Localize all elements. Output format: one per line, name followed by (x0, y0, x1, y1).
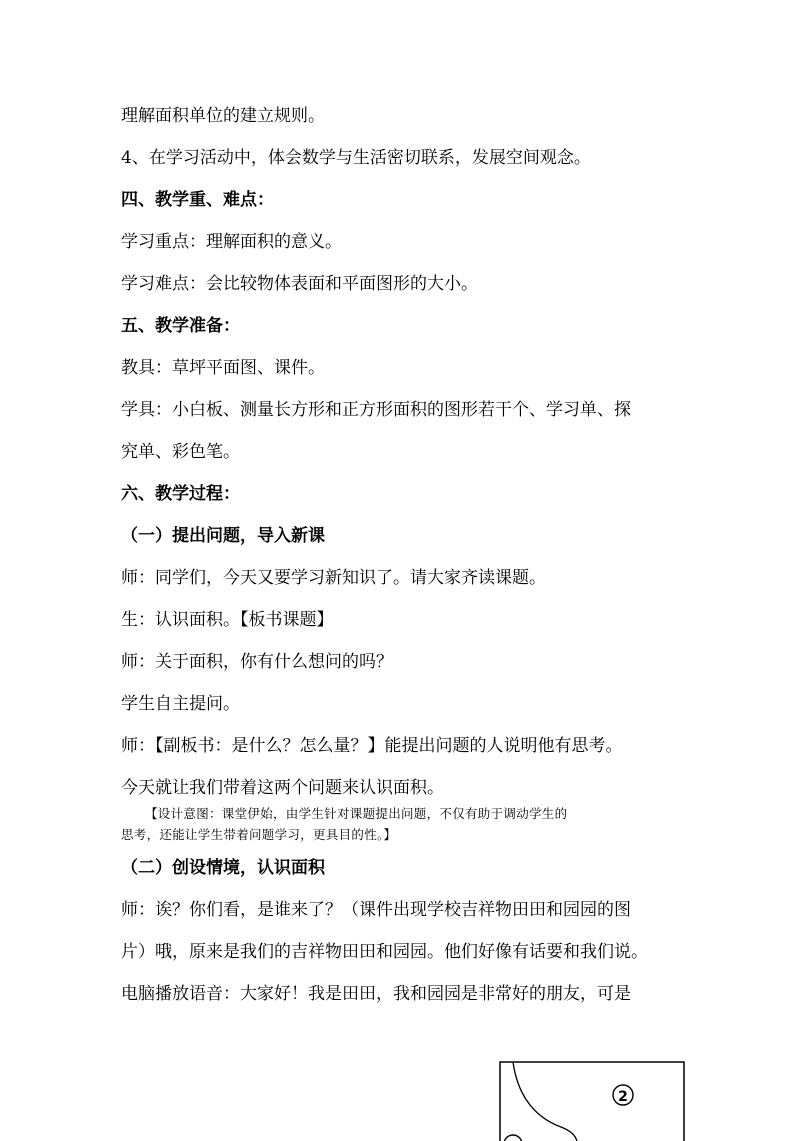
section-heading-key-points: 四、教学重、难点： (121, 190, 274, 210)
text-line-teacher-3-cont: 今天就让我们带着这两个问题来认识面积。 (121, 778, 444, 798)
subsection-heading-1: （一）提出问题，导入新课 (121, 526, 325, 546)
text-line-teacher-4-cont: 片）哦，原来是我们的吉祥物田田和园园。他们好像有话要和我们说。 (121, 942, 648, 962)
text-line-teaching-tools: 教具：草坪平面图、课件。 (121, 358, 325, 378)
text-line-learning-tools: 学具：小白板、测量长方形和正方形面积的图形若干个、学习单、探 (121, 400, 631, 420)
design-note-line-1: 【设计意图：课堂伊始，由学生针对课题提出问题，不仅有助于调动学生的 (145, 806, 568, 821)
text-line-focus: 学习重点：理解面积的意义。 (121, 232, 342, 252)
subsection-heading-2: （二）创设情境，认识面积 (121, 858, 325, 878)
text-line-teacher-3: 师：【副板书：是什么？怎么量？】能提出问题的人说明他有思考。 (121, 736, 623, 756)
figure-curve (513, 1062, 577, 1141)
figure-label-2: 2 (618, 1089, 628, 1105)
text-line-teacher-2: 师：关于面积，你有什么想问的吗？ (121, 652, 393, 672)
text-line-student-1: 生：认识面积。【板书课题】 (121, 610, 334, 630)
text-line-voice: 电脑播放语音：大家好！我是田田，我和园园是非常好的朋友，可是 (121, 984, 631, 1004)
text-line-teacher-1: 师：同学们，今天又要学习新知识了。请大家齐读课题。 (121, 568, 546, 588)
text-line-1: 理解面积单位的建立规则。 (121, 106, 325, 126)
text-line-student-2: 学生自主提问。 (121, 694, 240, 714)
text-line-learning-tools-cont: 究单、彩色笔。 (121, 442, 240, 462)
section-heading-process: 六、教学过程： (121, 484, 240, 504)
text-line-2: 4、在学习活动中，体会数学与生活密切联系，发展空间观念。 (121, 148, 591, 168)
figure-label-1-circle (504, 1135, 522, 1141)
design-note-line-2: 思考，还能让学生带着问题学习，更具目的性。】 (121, 827, 397, 842)
text-line-teacher-4: 师：诶？你们看，是谁来了？（课件出现学校吉祥物田田和园园的图 (121, 900, 631, 920)
text-line-difficulty: 学习难点：会比较物体表面和平面图形的大小。 (121, 274, 478, 294)
lawn-plan-figure (499, 1061, 685, 1141)
section-heading-preparation: 五、教学准备： (121, 316, 240, 336)
